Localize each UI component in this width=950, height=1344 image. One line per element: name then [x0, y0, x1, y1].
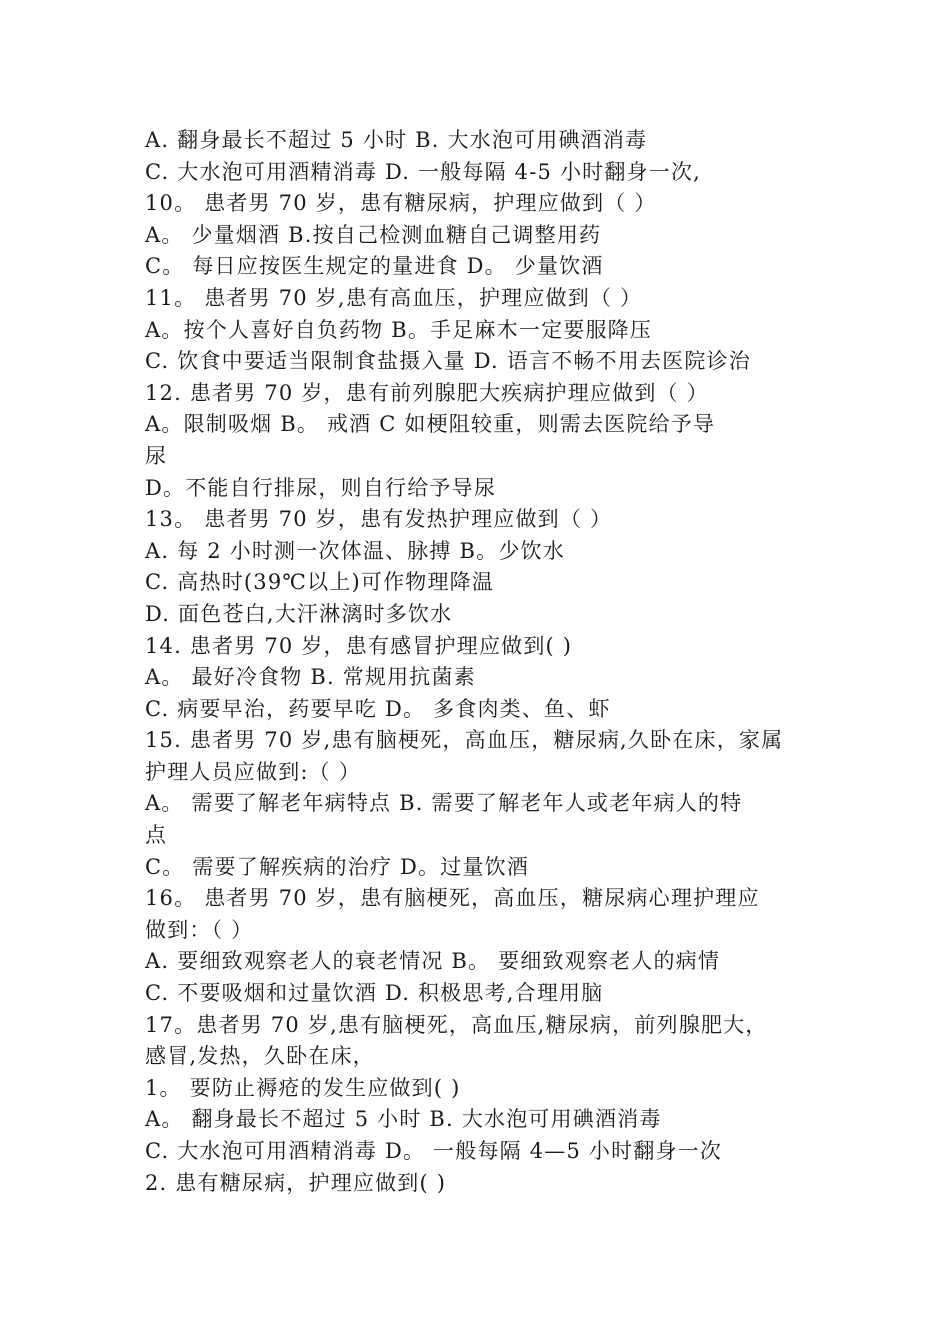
text-line: C. 大水泡可用酒精消毒 D. 一般每隔 4-5 小时翻身一次,: [145, 159, 702, 184]
text-line: C. 病要早治，药要早吃 D。 多食肉类、鱼、虾: [145, 696, 611, 721]
text-line: C。 需要了解疾病的治疗 D。过量饮酒: [145, 854, 530, 879]
question-15-stem: 15. 患者男 70 岁,患有脑梗死，高血压，糖尿病,久卧在床，家属: [145, 728, 784, 753]
text-line: A。 最好冷食物 B. 常规用抗菌素: [145, 665, 476, 690]
text-line: A. 每 2 小时测一次体温、脉搏 B。少饮水: [145, 538, 565, 563]
text-line: C。 每日应按医生规定的量进食 D。 少量饮酒: [145, 254, 604, 279]
text-line: A。限制吸烟 B。 戒酒 C 如梗阻较重，则需去医院给予导: [145, 412, 716, 437]
text-line: C. 高热时(39℃以上)可作物理降温: [145, 570, 495, 595]
text-line: A。 需要了解老年病特点 B. 需要了解老年人或老年病人的特: [145, 791, 743, 816]
question-11-stem: 11。 患者男 70 岁,患有高血压，护理应做到（ ）: [145, 285, 643, 310]
text-line: D. 面色苍白,大汗淋漓时多饮水: [145, 601, 453, 626]
text-line: 护理人员应做到:（ ）: [145, 759, 361, 784]
text-line: A. 要细致观察老人的衰老情况 B。 要细致观察老人的病情: [145, 949, 721, 974]
text-line: C. 饮食中要适当限制食盐摄入量 D. 语言不畅不用去医院诊治: [145, 349, 751, 374]
question-13-stem: 13。 患者男 70 岁，患有发热护理应做到（ ）: [145, 507, 613, 532]
text-line: A。按个人喜好自负药物 B。手足麻木一定要服降压: [145, 317, 653, 342]
question-17-stem: 17。患者男 70 岁,患有脑梗死，高血压,糖尿病，前列腺肥大，: [145, 1012, 768, 1037]
text-line: C. 不要吸烟和过量饮酒 D. 积极思考,合理用脑: [145, 981, 604, 1006]
sub-question-2-stem: 2. 患有糖尿病，护理应做到( ): [145, 1170, 447, 1195]
text-line: C. 大水泡可用酒精消毒 D。 一般每隔 4—5 小时翻身一次: [145, 1139, 723, 1163]
text-line: 点: [145, 823, 168, 848]
question-14-stem: 14. 患者男 70 岁，患有感冒护理应做到( ): [145, 633, 573, 658]
text-line: D。不能自行排尿，则自行给予导尿: [145, 475, 497, 500]
text-line: A。 少量烟酒 B.按自己检测血糖自己调整用药: [145, 222, 602, 247]
text-line: A. 翻身最长不超过 5 小时 B. 大水泡可用碘酒消毒: [145, 128, 648, 152]
question-16-stem: 16。 患者男 70 岁，患有脑梗死，高血压，糖尿病心理护理应: [145, 886, 760, 911]
sub-question-1-stem: 1。 要防止褥疮的发生应做到( ): [145, 1075, 461, 1100]
text-line: A。 翻身最长不超过 5 小时 B. 大水泡可用碘酒消毒: [145, 1107, 662, 1132]
text-line: 做到：（ ）: [145, 917, 254, 942]
question-12-stem: 12. 患者男 70 岁，患有前列腺肥大疾病护理应做到（ ）: [145, 380, 709, 405]
text-line: 感冒,发热，久卧在床，: [145, 1044, 375, 1069]
document-body: [145, 125, 815, 1199]
text-line: 尿: [145, 443, 168, 468]
question-10-stem: 10。 患者男 70 岁，患有糖尿病，护理应做到（ ）: [145, 191, 657, 216]
